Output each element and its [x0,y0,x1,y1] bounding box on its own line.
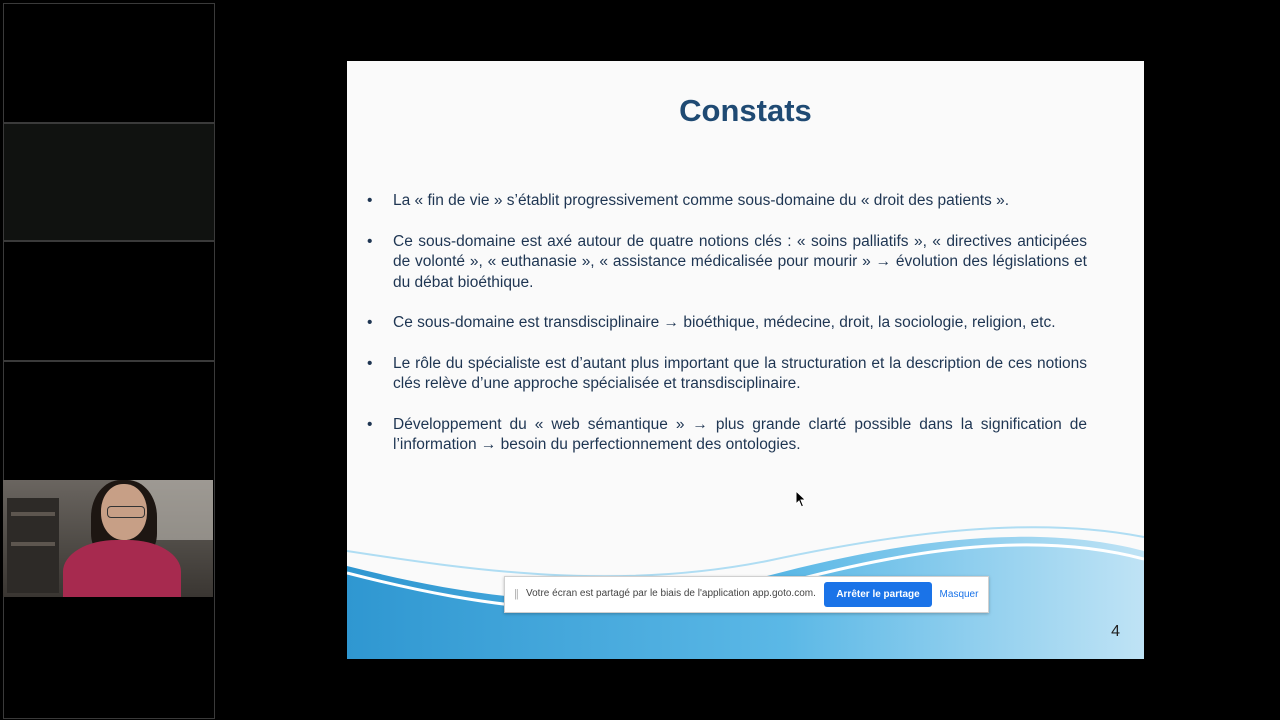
hide-button[interactable]: Masquer [937,582,981,607]
bullet-text: La « fin de vie » s’établit progressivement comme sous-domaine du « droit des patients ». [393,192,1010,209]
screen-share-bar [504,576,989,613]
participant-video[interactable] [3,480,213,597]
participant-tile[interactable] [3,3,215,123]
bullet-item [365,354,1087,395]
bullet-text: Développement du « web sémantique » → plus grande clarté possible dans la signification de l’information → besoin du perfectionnement des ontologies. [393,415,1087,453]
bullet-dot: • [367,354,373,372]
participant-tile[interactable] [3,123,215,241]
page-number: 4 [1111,623,1120,640]
bullet-dot: • [367,232,373,250]
participant-tile[interactable] [3,241,215,361]
stop-sharing-button[interactable]: Arrêter le partage [824,582,932,607]
bullet-item [365,232,1087,294]
drag-handle-icon[interactable]: || [514,588,518,600]
background-shelf [7,498,59,593]
mouse-cursor-icon [795,490,807,508]
participant-sidebar [3,3,215,717]
bullet-dot: • [367,314,373,331]
glasses [107,506,145,518]
bullet-list [365,191,1087,476]
bullet-dot: • [367,192,373,209]
person-body [63,540,181,597]
presentation-slide [347,61,1144,659]
bullet-item [365,313,1087,334]
bullet-text: Ce sous-domaine est transdisciplinaire → bioéthique, médecine, droit, la sociologie, religion, etc. [393,314,1056,331]
slide-title: Constats [679,93,812,128]
bullet-text: Le rôle du spécialiste est d’autant plus important que la structuration et la description de ces notions clés relève d’une approche spécialisée et transdisciplinaire. [393,354,1087,392]
bullet-dot: • [367,415,373,433]
bullet-text: Ce sous-domaine est axé autour de quatre notions clés : « soins palliatifs », « directives anticipées de volonté », « euthanasie », « assistance médicalisée pour mourir » → évolution des législations et du débat bioéthique. [393,232,1087,291]
bullet-item [365,415,1087,456]
share-message: Votre écran est partagé par le biais de l'application app.goto.com. [526,588,816,599]
bullet-item [365,191,1087,212]
